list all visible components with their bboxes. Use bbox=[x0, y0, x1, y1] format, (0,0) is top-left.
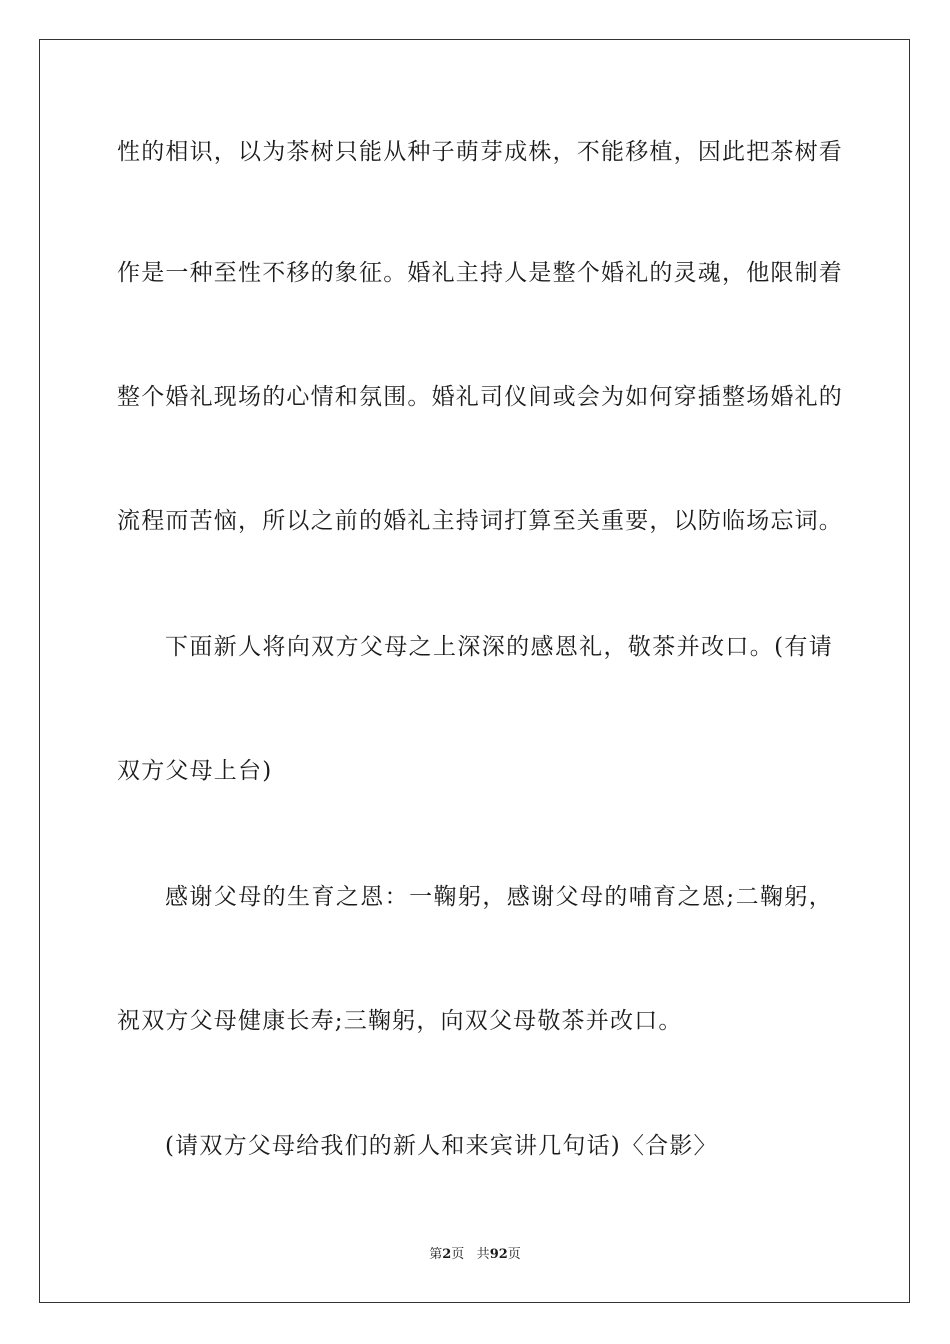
footer-page-prefix: 第 bbox=[429, 1247, 443, 1262]
paragraph-3-line-2: 祝双方父母健康长寿;三鞠躬，向双父母敬茶并改口。 bbox=[117, 1008, 683, 1034]
footer-total-suffix: 页 bbox=[507, 1247, 521, 1262]
paragraph-3-line-1: 感谢父母的生育之恩：一鞠躬，感谢父母的哺育之恩;二鞠躬， bbox=[165, 884, 833, 910]
paragraph-2-line-2: 双方父母上台) bbox=[117, 758, 273, 784]
page-border bbox=[39, 39, 910, 1303]
paragraph-2-line-1: 下面新人将向双方父母之上深深的感恩礼，敬茶并改口。(有请 bbox=[165, 634, 833, 660]
body-line-3: 整个婚礼现场的心情和氛围。婚礼司仪间或会为如何穿插整场婚礼的 bbox=[117, 384, 843, 410]
body-line-4: 流程而苦恼，所以之前的婚礼主持词打算至关重要，以防临场忘词。 bbox=[117, 508, 843, 534]
footer-page-suffix: 页 bbox=[451, 1247, 465, 1262]
footer-total-prefix: 共 bbox=[476, 1247, 490, 1262]
body-line-2: 作是一种至性不移的象征。婚礼主持人是整个婚礼的灵魂，他限制着 bbox=[117, 260, 843, 286]
page-footer bbox=[0, 1246, 950, 1264]
paragraph-4-line-1: (请双方父母给我们的新人和来宾讲几句话)〈合影〉 bbox=[165, 1133, 718, 1159]
footer-page-number: 2 bbox=[442, 1247, 452, 1262]
footer-total-pages: 92 bbox=[489, 1247, 508, 1262]
body-line-1: 性的相识，以为茶树只能从种子萌芽成株，不能移植，因此把茶树看 bbox=[117, 139, 843, 165]
